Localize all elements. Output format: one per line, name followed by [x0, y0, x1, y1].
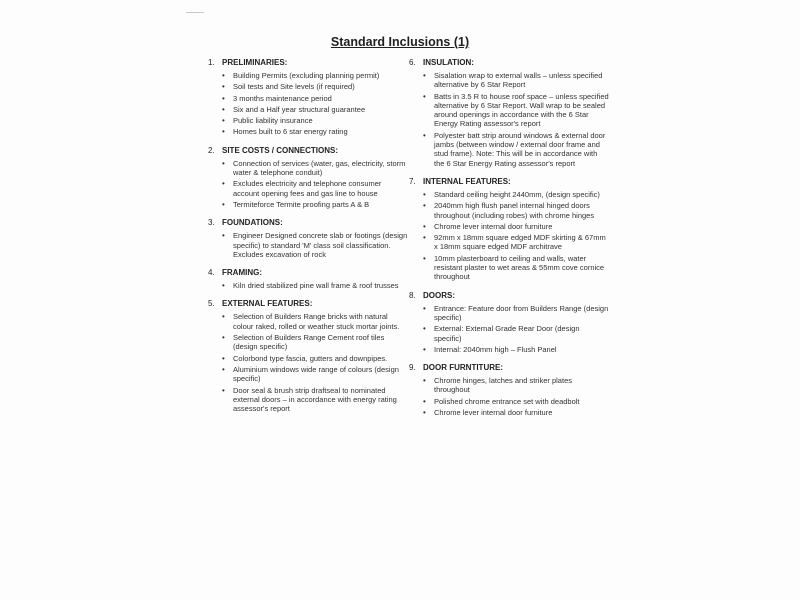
bullet-icon: • — [222, 71, 225, 80]
bullet-icon: • — [222, 179, 225, 189]
list-item — [409, 190, 609, 199]
section — [409, 291, 609, 354]
list-item-text: Polished chrome entrance set with deadbolt — [434, 396, 580, 406]
bullet-icon: • — [423, 408, 426, 418]
section-number: 6. — [409, 58, 416, 67]
bullet-list — [208, 281, 408, 290]
section-number: 1. — [208, 58, 215, 67]
list-item — [409, 71, 609, 90]
section-number: 7. — [409, 176, 416, 186]
section — [208, 299, 408, 413]
section-heading-text: DOORS: — [423, 290, 455, 300]
list-item — [409, 304, 609, 323]
list-item-text: 2040mm high flush panel internal hinged doors throughout (including robes) with chrome hinges — [434, 201, 595, 220]
list-item-text: External: External Grade Rear Door (design specific) — [434, 324, 580, 343]
list-item-text: 10mm plasterboard to ceiling and walls, water resistant plaster to wet areas & 55mm cove cornice throughout — [434, 253, 605, 282]
list-item — [208, 312, 408, 331]
bullet-icon: • — [222, 116, 225, 126]
list-item-text: Homes built to 6 star energy rating — [233, 127, 348, 137]
list-item — [409, 408, 609, 417]
section-heading-text: PRELIMINARIES: — [222, 58, 288, 67]
right-column — [409, 58, 609, 426]
section-number: 9. — [409, 363, 416, 373]
list-item-text: Engineer Designed concrete slab or footings (design specific) to standard 'M' class soil classification. Excludes excavation of rock — [233, 231, 408, 259]
bullet-icon: • — [423, 233, 426, 243]
bullet-list — [409, 71, 609, 168]
section-heading-text: DOOR FURNTITURE: — [423, 363, 503, 373]
list-item — [409, 345, 609, 354]
section-heading — [409, 363, 609, 373]
section-heading — [208, 218, 408, 228]
bullet-icon: • — [222, 312, 225, 322]
bullet-icon: • — [423, 91, 426, 101]
bullet-icon: • — [423, 324, 426, 334]
list-item — [409, 92, 609, 129]
list-item — [409, 233, 609, 252]
section — [208, 218, 408, 259]
list-item-text: Selection of Builders Range bricks with natural colour raked, rolled or weather stuck mortar joints. — [233, 312, 400, 331]
list-item-text: Building Permits (excluding planning permit) — [233, 71, 380, 80]
scan-artifact — [186, 12, 204, 13]
bullet-icon: • — [423, 201, 426, 211]
bullet-icon: • — [423, 253, 426, 263]
list-item-text: Connection of services (water, gas, electricity, storm water & telephone conduit) — [233, 158, 406, 178]
bullet-icon: • — [222, 353, 225, 363]
list-item-text: Door seal & brush strip draftseal to nominated external doors – in accordance with energy rating assessor's report — [233, 385, 397, 414]
list-item — [208, 159, 408, 178]
list-item — [208, 94, 408, 103]
section-heading-text: FOUNDATIONS: — [222, 218, 283, 228]
list-item-text: Soil tests and Site levels (if required) — [233, 82, 355, 92]
bullet-icon: • — [222, 333, 225, 343]
bullet-icon: • — [222, 158, 225, 168]
section-heading — [409, 291, 609, 301]
bullet-icon: • — [222, 199, 225, 209]
section-number: 5. — [208, 299, 215, 309]
section-heading — [208, 146, 408, 156]
bullet-list — [409, 190, 609, 282]
list-item — [409, 201, 609, 220]
list-item — [208, 354, 408, 363]
bullet-icon: • — [222, 127, 225, 137]
section — [409, 363, 609, 417]
bullet-icon: • — [423, 376, 426, 386]
bullet-icon: • — [423, 303, 426, 313]
section-heading — [409, 177, 609, 187]
section-number: 2. — [208, 145, 215, 155]
list-item-text: Entrance: Feature door from Builders Range (design specific) — [434, 303, 609, 322]
list-item — [409, 222, 609, 231]
list-item-text: Colorbond type fascia, gutters and downpipes. — [233, 353, 388, 363]
list-item-text: Termiteforce Termite proofing parts A & B — [233, 199, 370, 209]
list-item — [208, 333, 408, 352]
bullet-icon: • — [423, 344, 426, 354]
bullet-icon: • — [222, 82, 225, 92]
bullet-icon: • — [423, 71, 426, 80]
section-heading-text: INSULATION: — [423, 58, 474, 67]
list-item-text: Kiln dried stabilized pine wall frame & roof trusses — [233, 281, 399, 291]
list-item — [208, 365, 408, 384]
bullet-icon: • — [423, 396, 426, 406]
bullet-icon: • — [222, 385, 225, 395]
bullet-list — [208, 231, 408, 259]
bullet-icon: • — [222, 104, 225, 114]
left-column — [208, 58, 408, 422]
list-item — [409, 397, 609, 406]
list-item-text: Public liability insurance — [233, 116, 313, 126]
list-item — [208, 231, 408, 259]
page-title: Standard Inclusions (1) — [330, 35, 470, 49]
list-item-text: 3 months maintenance period — [233, 93, 332, 103]
section-heading — [208, 58, 408, 68]
bullet-list — [409, 304, 609, 354]
list-item-text: Selection of Builders Range Cement roof tiles (design specific) — [233, 333, 385, 352]
list-item — [208, 179, 408, 198]
list-item — [208, 127, 408, 136]
bullet-icon: • — [423, 221, 426, 231]
list-item-text: Standard ceiling height 2440mm, (design specific) — [434, 189, 600, 199]
bullet-icon: • — [222, 231, 225, 241]
section-number: 3. — [208, 218, 215, 228]
bullet-list — [208, 159, 408, 209]
list-item — [208, 281, 408, 290]
list-item-text: Chrome hinges, latches and striker plates throughout — [434, 376, 572, 395]
list-item — [409, 324, 609, 343]
bullet-icon: • — [423, 130, 426, 140]
list-item — [208, 386, 408, 414]
bullet-icon: • — [222, 281, 225, 291]
section-heading-text: EXTERNAL FEATURES: — [222, 299, 313, 309]
section — [208, 268, 408, 290]
section-number: 8. — [409, 290, 416, 300]
bullet-list — [208, 312, 408, 413]
list-item — [409, 376, 609, 395]
list-item-text: Aluminium windows wide range of colours (design specific) — [233, 364, 399, 384]
section — [208, 146, 408, 209]
bullet-icon: • — [222, 364, 225, 374]
bullet-list — [409, 376, 609, 417]
section-heading-text: FRAMING: — [222, 268, 262, 278]
bullet-list — [208, 71, 408, 137]
list-item-text: Sisalation wrap to external walls – unless specified alternative by 6 Star Report — [434, 71, 603, 90]
list-item — [208, 200, 408, 209]
list-item — [208, 105, 408, 114]
section-heading — [208, 268, 408, 278]
list-item-text: Chrome lever internal door furniture — [434, 221, 553, 231]
bullet-icon: • — [222, 93, 225, 103]
section — [409, 177, 609, 282]
list-item-text: Excludes electricity and telephone consumer account opening fees and gas line to house — [233, 179, 382, 198]
list-item — [208, 71, 408, 80]
section-heading-text: INTERNAL FEATURES: — [423, 176, 511, 186]
list-item-text: Chrome lever internal door furniture — [434, 408, 553, 418]
section-number: 4. — [208, 268, 215, 278]
list-item-text: Polyester batt strip around windows & external door jambs (between window / external door frame and stud frame). Note: This will be in accordance with the 6 Star Energy Rating assessor's report — [434, 130, 606, 168]
list-item — [409, 131, 609, 168]
list-item-text: Internal: 2040mm high – Flush Panel — [434, 344, 557, 354]
section — [208, 58, 408, 137]
list-item — [208, 82, 408, 91]
section-heading — [409, 58, 609, 68]
section-heading — [208, 299, 408, 309]
section-heading-text: SITE COSTS / CONNECTIONS: — [222, 145, 339, 155]
section — [409, 58, 609, 168]
list-item-text: 92mm x 18mm square edged MDF skirting & 67mm x 18mm square edged MDF architrave — [434, 233, 606, 252]
list-item-text: Batts in 3.5 R to house roof space – unless specified alternative by 6 Star Report. Wall wrap to be sealed around openings in accordance with the 6 Star Energy Rating assessor's report — [434, 91, 609, 129]
list-item — [208, 116, 408, 125]
bullet-icon: • — [423, 189, 426, 199]
list-item-text: Six and a Half year structural guarantee — [233, 104, 366, 114]
list-item — [409, 254, 609, 282]
